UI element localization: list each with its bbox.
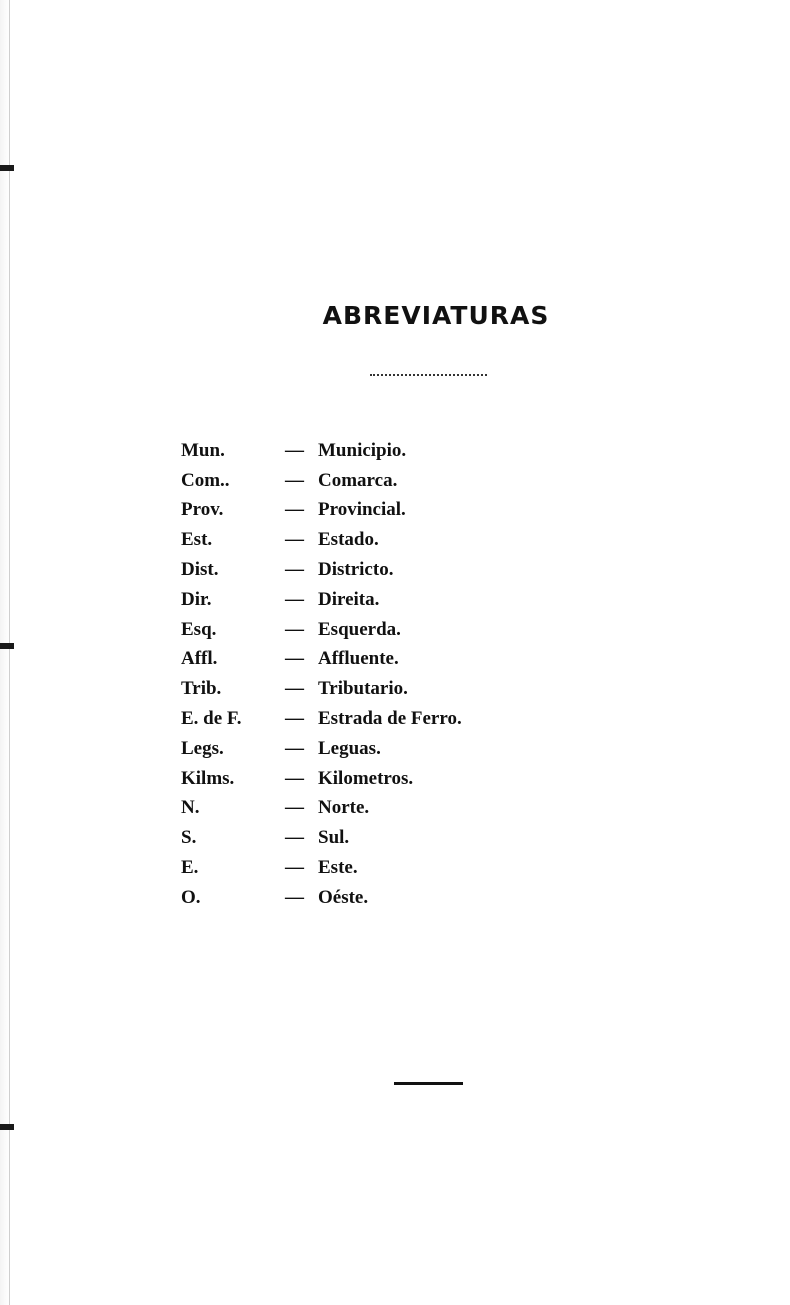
separator-dash: — bbox=[285, 529, 304, 551]
separator-dash: — bbox=[285, 499, 304, 521]
abbreviation-meaning: Estado. bbox=[318, 529, 379, 551]
abbreviation: Dist. bbox=[181, 559, 219, 581]
abbreviation-row bbox=[181, 853, 462, 883]
abbreviation-meaning: Municipio. bbox=[318, 439, 407, 461]
abbreviation-row bbox=[181, 794, 462, 824]
separator-dash: — bbox=[285, 618, 304, 640]
abbreviation-row bbox=[181, 496, 462, 526]
abbreviation: Prov. bbox=[181, 499, 224, 521]
abbreviation-row bbox=[181, 734, 462, 764]
abbreviation-row bbox=[181, 704, 462, 734]
separator-dash: — bbox=[285, 857, 304, 879]
abbreviation: E. bbox=[181, 857, 199, 879]
abbreviation-row bbox=[181, 555, 462, 585]
abbreviation: Com.. bbox=[181, 469, 230, 491]
separator-dash: — bbox=[285, 797, 304, 819]
page-binding-edge bbox=[0, 0, 10, 1305]
separator-dash: — bbox=[285, 737, 304, 759]
abbreviation-row bbox=[181, 883, 462, 913]
abbreviation-row bbox=[181, 674, 462, 704]
abbreviation: N. bbox=[181, 797, 200, 819]
separator-dash: — bbox=[285, 767, 304, 789]
abbreviation: Est. bbox=[181, 529, 213, 551]
abbreviation-row bbox=[181, 615, 462, 645]
abbreviation: Legs. bbox=[181, 737, 224, 759]
abbreviation-meaning: Affluente. bbox=[318, 648, 399, 670]
abbreviation-meaning: Provincial. bbox=[318, 499, 406, 521]
abbreviation-row bbox=[181, 466, 462, 496]
abbreviation: Kilms. bbox=[181, 767, 235, 789]
abbreviation-meaning: Esquerda. bbox=[318, 618, 401, 640]
separator-dash: — bbox=[285, 439, 304, 461]
end-rule bbox=[394, 1082, 463, 1085]
abbreviation-meaning: Comarca. bbox=[318, 469, 398, 491]
abbreviation-row bbox=[181, 585, 462, 615]
page-title: ABREVIATURAS bbox=[322, 301, 550, 330]
abbreviation-meaning: Oéste. bbox=[318, 886, 369, 908]
separator-dash: — bbox=[285, 559, 304, 581]
abbreviation-meaning: Districto. bbox=[318, 559, 394, 581]
abbreviation-meaning: Sul. bbox=[318, 827, 350, 849]
abbreviation-list bbox=[181, 436, 462, 913]
abbreviation: Mun. bbox=[181, 439, 225, 461]
abbreviation: S. bbox=[181, 827, 197, 849]
title-rule bbox=[370, 374, 487, 376]
separator-dash: — bbox=[285, 588, 304, 610]
separator-dash: — bbox=[285, 708, 304, 730]
abbreviation-row bbox=[181, 823, 462, 853]
abbreviation-row bbox=[181, 436, 462, 466]
abbreviation-meaning: Tributario. bbox=[318, 678, 408, 700]
abbreviation: Trib. bbox=[181, 678, 222, 700]
abbreviation-meaning: Kilometros. bbox=[318, 767, 414, 789]
separator-dash: — bbox=[285, 886, 304, 908]
separator-dash: — bbox=[285, 648, 304, 670]
abbreviation: O. bbox=[181, 886, 201, 908]
abbreviation: Affl. bbox=[181, 648, 218, 670]
abbreviation: Esq. bbox=[181, 618, 217, 640]
separator-dash: — bbox=[285, 678, 304, 700]
abbreviation-row bbox=[181, 525, 462, 555]
separator-dash: — bbox=[285, 469, 304, 491]
abbreviation: Dir. bbox=[181, 588, 212, 610]
abbreviation: E. de F. bbox=[181, 708, 242, 730]
abbreviation-meaning: Norte. bbox=[318, 797, 370, 819]
abbreviation-row bbox=[181, 645, 462, 675]
abbreviation-meaning: Leguas. bbox=[318, 737, 381, 759]
abbreviation-meaning: Este. bbox=[318, 857, 358, 879]
separator-dash: — bbox=[285, 827, 304, 849]
edge-mark bbox=[0, 643, 14, 649]
abbreviation-meaning: Direita. bbox=[318, 588, 380, 610]
abbreviation-row bbox=[181, 764, 462, 794]
abbreviation-meaning: Estrada de Ferro. bbox=[318, 708, 462, 730]
edge-mark bbox=[0, 165, 14, 171]
edge-mark bbox=[0, 1124, 14, 1130]
